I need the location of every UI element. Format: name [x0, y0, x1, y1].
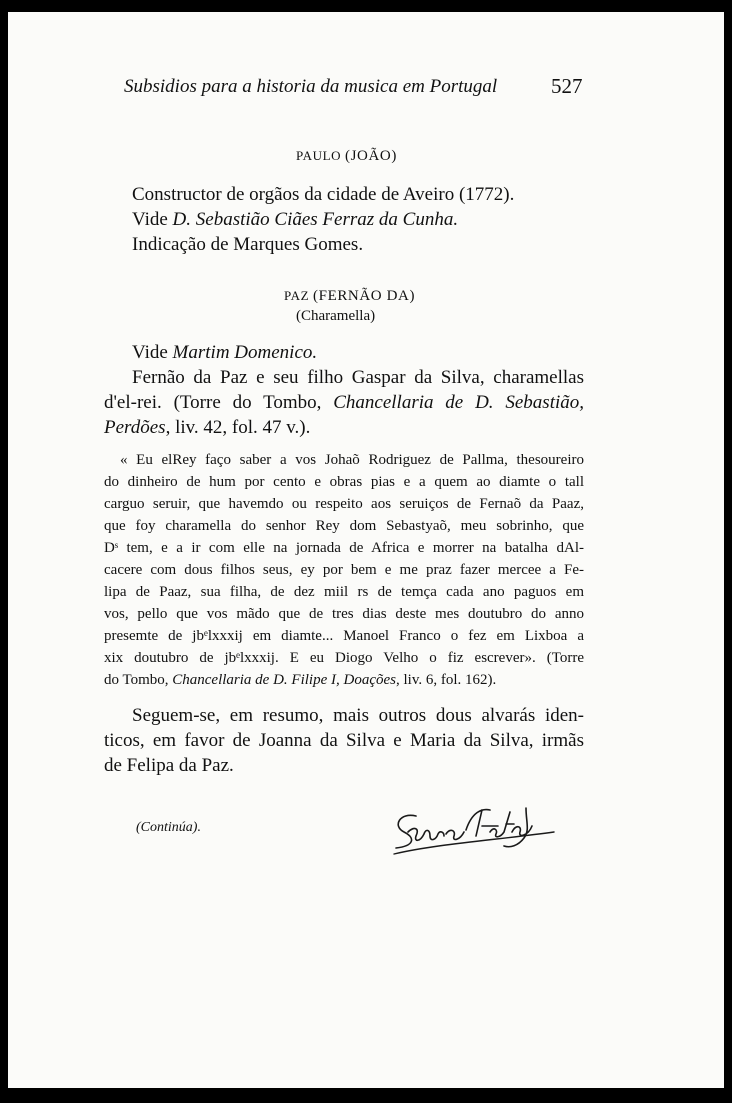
- continued-note: (Continúa).: [136, 820, 201, 835]
- paragraph-line: Fernão da Paz e seu filho Gaspar da Silva, charamellas: [132, 367, 584, 388]
- entry-subtitle: (Charamella): [296, 308, 376, 324]
- paragraph-line: d'el-rei. (Torre do Tombo, Chancellaria de D. Sebastião,: [104, 392, 584, 413]
- quote-line: lipa de Paaz, sua filha, de dez miil rs de temça cada ano paguos em: [104, 584, 584, 600]
- quote-line: « Eu elRey faço saber a vos Johaõ Rodriguez de Pallma, thesoureiro: [120, 452, 584, 468]
- cross-reference: D. Sebastião Ciães Ferraz da Cunha.: [172, 209, 459, 230]
- entry-name: PAZ: [284, 288, 310, 303]
- author-signature: [386, 802, 556, 862]
- paragraph-line: Vide D. Sebastião Ciães Ferraz da Cunha.: [132, 209, 459, 230]
- paragraph-line: ticos, em favor de Joanna da Silva e Maria da Silva, irmãs: [104, 730, 584, 751]
- quote-line: carguo seruir, que havemdo ou respeito aos seruiços de Fernaõ da Paaz,: [104, 496, 584, 512]
- paragraph-line: Perdões, liv. 42, fol. 47 v.).: [104, 417, 311, 438]
- cross-reference: Martim Domenico.: [172, 342, 318, 363]
- citation: Perdões: [104, 417, 166, 438]
- entry-name: PAULO: [296, 148, 342, 163]
- quote-line: que foy charamella do senhor Rey dom Sebastyaõ, meu sobrinho, que: [104, 518, 584, 534]
- paragraph-line: Indicação de Marques Gomes.: [132, 234, 364, 255]
- entry-qualifier: (FERNÃO DA): [313, 288, 416, 304]
- running-title: Subsidios para a historia da musica em Portugal: [124, 76, 498, 97]
- citation: Chancellaria de D. Filipe I, Doações: [172, 672, 396, 688]
- paragraph-line: de Felipa da Paz.: [104, 755, 234, 776]
- paragraph-line: Seguem-se, em resumo, mais outros dous alvarás iden-: [132, 705, 584, 726]
- page: [8, 12, 724, 1088]
- entry-heading-paulo: [296, 148, 397, 165]
- quote-line: do Tombo, Chancellaria de D. Filipe I, Doações, liv. 6, fol. 162).: [104, 672, 497, 688]
- quote-line: presemte de jbᵉlxxxij em diamte... Manoel Franco o fez em Lixboa a: [104, 628, 584, 644]
- entry-heading-paz: [284, 288, 415, 305]
- quote-line: vos, pello que vos mãdo que de tres dias deste mes doutubro do anno: [104, 606, 584, 622]
- paragraph-line: Vide Martim Domenico.: [132, 342, 318, 363]
- quote-line: cacere com dous filhos seus, ey por bem e me praz fazer mercee a Fe-: [104, 562, 584, 578]
- entry-qualifier: (JOÃO): [345, 148, 397, 164]
- paragraph-line: Constructor de orgãos da cidade de Aveiro (1772).: [132, 184, 515, 205]
- quote-line: Dˢ tem, e a ir com elle na jornada de Africa e morrer na batalha dAl-: [104, 540, 584, 556]
- quote-line: do dinheiro de hum por cento e obras pias e a quem ao diamte o tall: [104, 474, 584, 490]
- citation: Chancellaria de D. Sebastião,: [333, 392, 584, 413]
- page-number: 527: [551, 74, 583, 98]
- quote-line: xix doutubro de jbᵉlxxxij. E eu Diogo Velho o fiz escrever». (Torre: [104, 650, 584, 666]
